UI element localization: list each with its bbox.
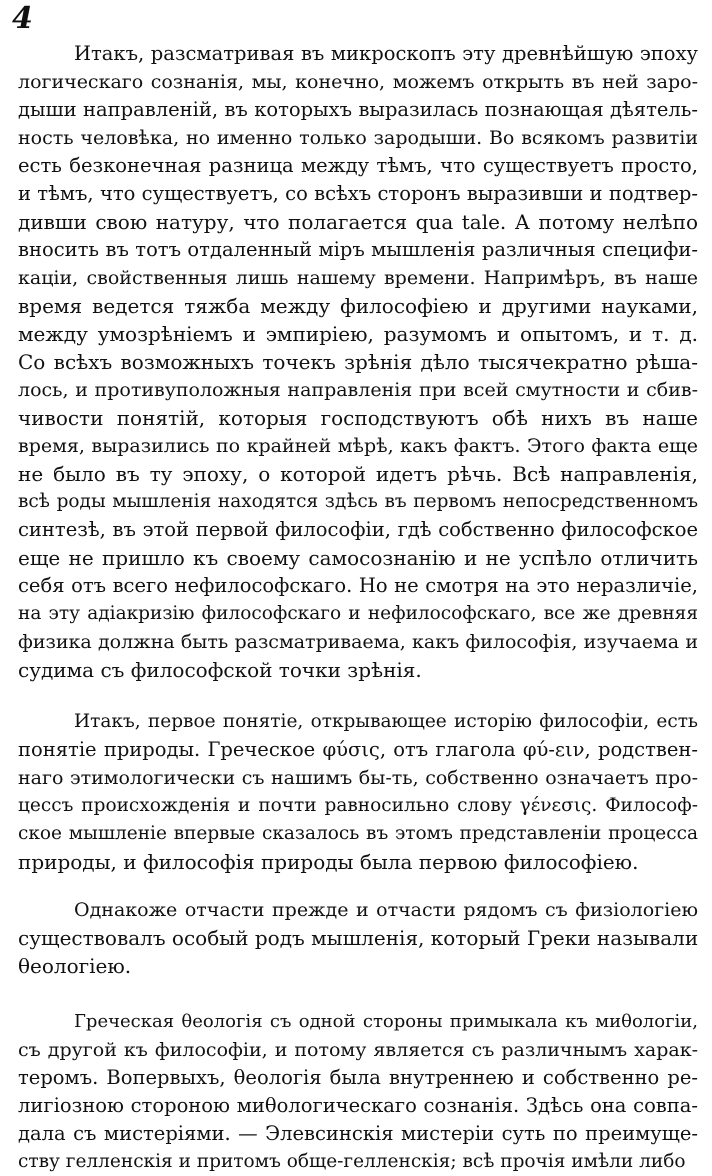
text-line: съ другой къ философіи, и потому является съ различнымъ харак-	[18, 1039, 698, 1061]
text-line: лось, и противуположныя направленія при всей смутности и сбив-	[18, 379, 698, 401]
text-line: время ведется тяжба между философіею и другими науками,	[18, 294, 698, 318]
text-line: есть безконечная разница между тѣмъ, что существуетъ просто,	[18, 154, 698, 177]
text-line: ность человѣка, но именно только зародыши. Во всякомъ развитіи	[18, 127, 698, 149]
text-line: физика должна быть разсматриваема, какъ философія, изучаема и	[18, 631, 698, 653]
text-line: теромъ. Вопервыхъ, θеологія была внутреннею и собственно ре-	[18, 1066, 698, 1089]
text-line: Однакоже отчасти прежде и отчасти рядомъ съ физіологіею	[74, 899, 698, 921]
page-number: 4	[12, 1, 33, 36]
text-line: понятіе природы. Греческое φύσις, отъ глагола φύ-ειν, родствен-	[18, 738, 698, 761]
text-line: дыши направленій, въ которыхъ выразилась познающая дѣятель-	[18, 98, 698, 121]
text-line: каціи, свойственныя лишь нашему времени. Напримѣръ, въ наше	[18, 267, 698, 289]
text-line: Греческая θеологія съ одной стороны примыкала къ миθологіи,	[74, 1011, 698, 1032]
text-line: ское мышленіе впервые сказалось въ этомъ представленіи процесса	[18, 823, 698, 844]
text-line: всѣ роды мышленія находятся здѣсь въ первомъ непосредственномъ	[18, 491, 698, 512]
text-line: природы, и философія природы была первою философіею.	[18, 850, 639, 874]
text-line: синтезѣ, въ этой первой философіи, гдѣ собственно философское	[18, 518, 698, 541]
text-line: время, выразились по крайней мѣрѣ, какъ фактъ. Этого факта еще	[18, 435, 698, 457]
text-line: θеологіею.	[18, 954, 132, 978]
text-line: наго этимологически съ нашимъ бы-ть, собственно означаетъ про-	[18, 767, 698, 789]
text-line: существовалъ особый родъ мышленія, который Греки называли	[18, 926, 699, 950]
text-line: цессъ происхожденія и почти равносильно слову γένεσις. Философ-	[18, 795, 698, 816]
text-line: логическаго сознанія, мы, конечно, можемъ открыть въ ней заро-	[18, 71, 698, 93]
text-line: Со всѣхъ возможныхъ точекъ зрѣнія дѣло тысячекратно рѣша-	[18, 350, 698, 374]
text-line: и тѣмъ, что существуетъ, со всѣхъ сторонъ выразивши и подтвер-	[18, 182, 698, 205]
text-line: дивши свою натуру, что полагается qua tale. А потому нелѣпо	[18, 210, 698, 234]
text-line: Итакъ, разсматривая въ микроскопъ эту древнѣйшую эпоху	[74, 42, 698, 65]
text-line: себя отъ всего нефилософскаго. Но не смотря на это неразличіе,	[18, 574, 698, 597]
text-line: дала съ мистеріями. — Элевсинскія мистеріи суть по преимуще-	[18, 1122, 698, 1145]
text-line: ству гелленскія и притомъ обще-гелленскія; всѣ прочія имѣли либо	[18, 1151, 686, 1172]
text-line: Итакъ, первое понятіе, открывающее исторію философіи, есть	[74, 711, 698, 732]
text-line: еще не пришло къ своему самосознанію и не успѣло отличить	[18, 546, 698, 570]
text-line: не было въ ту эпоху, о которой идетъ рѣчь. Всѣ направленія,	[18, 462, 698, 486]
text-line: на эту адіакризію философскаго и нефилософскаго, все же древняя	[18, 603, 698, 624]
text-line: лигіозною стороною миθологическаго сознанія. Здѣсь она совпа-	[18, 1094, 698, 1117]
text-line: чивости понятій, которыя господствуютъ обѣ нихъ въ наше	[18, 406, 698, 430]
text-line: вносить въ тотъ отдаленный міръ мышленія различныя специфи-	[18, 238, 698, 261]
text-line: судима съ философской точки зрѣнія.	[18, 658, 422, 682]
text-line: между умозрѣніемъ и эмпиріею, разумомъ и опытомъ, и т. д.	[18, 322, 698, 346]
